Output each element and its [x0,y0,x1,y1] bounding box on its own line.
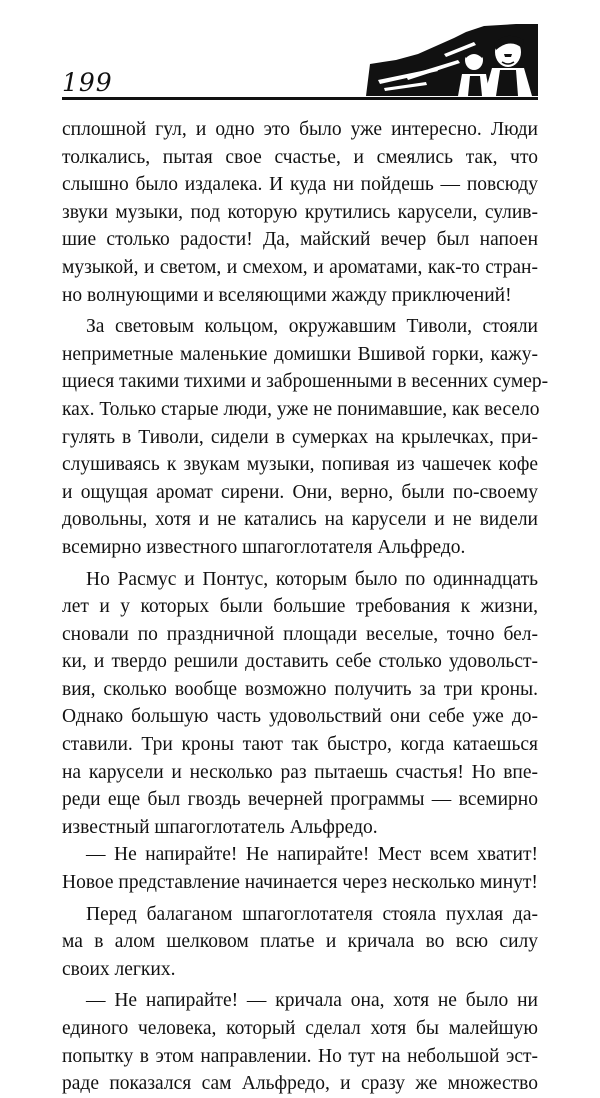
text-line: неприметные маленькие домишки Вшивой горки, кажу- [62,343,538,365]
text-line: вия, сколько вообще возможно получить за три кроны. [62,678,538,700]
text-line: ма в алом шелковом платье и кричала во всю силу [62,931,538,953]
text-body [62,116,549,1098]
text-line: слышно было издалека. И куда ни пойдешь — повсюду [62,174,538,196]
text-line: единого человека, который сделал хотя бы малейшую [62,1018,538,1039]
text-line: Но Расмус и Понтус, которым было по одиннадцать [86,568,538,590]
page-number: 199 [62,68,113,97]
text-line: звуки музыки, под которую крутились карусели, сулив- [62,201,538,223]
text-line: толкались, пытая свое счастье, и смеялись так, что [62,146,538,168]
text-line: и ощущая аромат сирени. Они, верно, были по-своему [62,481,538,503]
text-line: всемирно известного шпагоглотателя Альфредо. [62,536,466,558]
text-line: За световым кольцом, окружавшим Тиволи, стояли [86,316,538,338]
text-line: но волнующими и вселяющими жажду приключений! [62,284,512,306]
text-line: музыкой, и светом, и смехом, и ароматами, как-то стран- [62,256,538,278]
text-line: лет и у которых были большие требования к жизни, [62,596,538,618]
text-line: — Не напирайте! Не напирайте! Мест всем хватит! [86,844,538,866]
text-line: ках. Только старые люди, уже не понимавшие, как весело [62,398,540,420]
text-line: слушиваясь к звукам музыки, попивая из чашечек кофе [62,454,538,476]
text-line: шие столько радости! Да, майский вечер был напоен [62,229,538,251]
text-line: Однако большую часть удовольствий они себе уже до- [62,706,538,728]
text-line: на карусели и несколько раз пытаешь счастья! Но впе- [62,761,538,783]
text-line: — Не напирайте! — кричала она, хотя не было ни [86,990,538,1012]
text-line: щиеся такими тихими и заброшенными в весенних сумер- [62,371,549,393]
text-line: попытку в этом направлении. Но тут на небольшой эст- [62,1045,538,1067]
text-line: известный шпагоглотатель Альфредо. [62,816,378,838]
text-line: сновали по праздничной площади веселые, точно бел- [62,623,538,645]
text-line: сплошной гул, и одно это было уже интересно. Люди [62,119,538,140]
header-rule [62,97,538,100]
text-line: Новое представление начинается через несколько минут! [62,872,538,894]
page-header [62,24,538,106]
text-line: довольны, хотя и не катались на карусели и не видели [62,509,538,531]
text-line: реди еще был гвоздь вечерней программы — всемирно [62,789,538,811]
text-line: раде показался сам Альфредо, и сразу же множество [62,1073,538,1095]
text-line: Перед балаганом шпагоглотателя стояла пухлая да- [86,903,538,925]
text-line: своих легких. [62,958,176,980]
text-line: ставили. Три кроны тают так быстро, когда катаешься [62,734,538,756]
text-line: ки, и твердо решили доставить себе столько удовольст- [62,651,538,673]
night-scene-illustration [366,24,538,96]
text-line: гулять в Тиволи, сидели в сумерках на крылечках, при- [62,426,538,448]
